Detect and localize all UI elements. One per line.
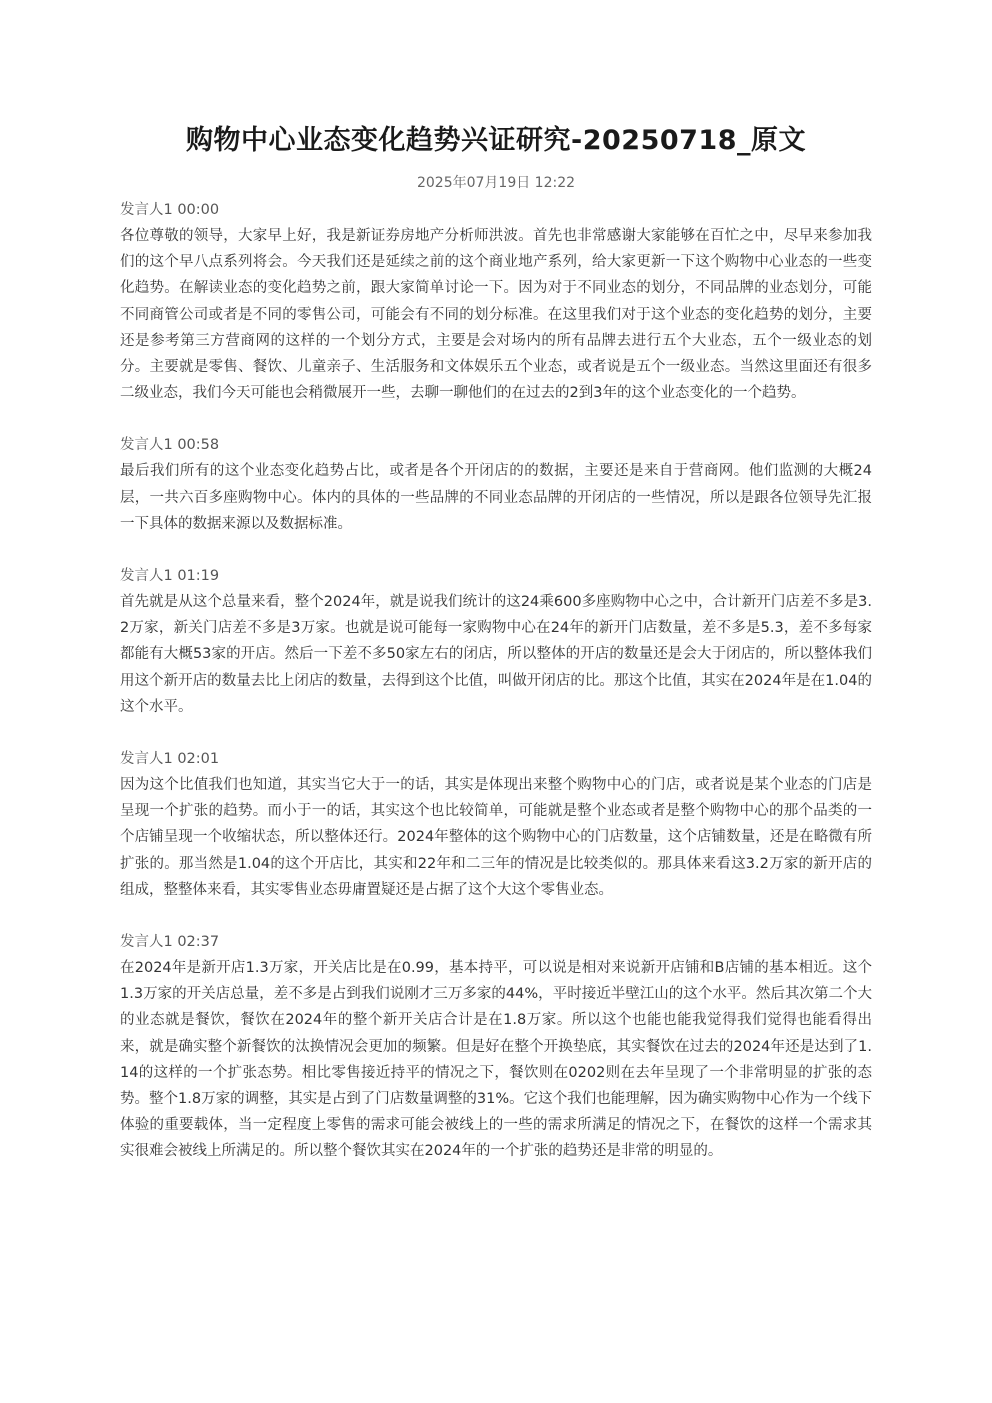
transcript-segment xyxy=(120,432,872,537)
transcript-segment xyxy=(120,563,872,720)
speaker-timestamp: 发言人1 00:58 xyxy=(120,437,220,454)
document-date: 2025年07月19日 12:22 xyxy=(416,175,576,191)
segment-text: 最后我们所有的这个业态变化趋势占比，或者是各个开闭店的的数据，主要还是来自于营商网。他们监测的大概24层，一共六百多座购物中心。体内的具体的一些品牌的不同业态品牌的开闭店的一些情况，所以是跟各位领导先汇报一下具体的数据来源以及数据标准。 xyxy=(120,463,872,532)
segment-text: 因为这个比值我们也知道，其实当它大于一的话，其实是体现出来整个购物中心的门店，或者说是某个业态的门店是呈现一个扩张的趋势。而小于一的话，其实这个也比较简单，可能就是整个业态或者是整个购物中心的那个品类的一个店铺呈现一个收缩状态，所以整体还行。2024年整体的这个购物中心的门店数量，这个店铺数量，还是在略微有所扩张的。那当然是1.04的这个开店比，其实和22年和二三年的情况是比较类似的。那具体来看这3.2万家的新开店的组成，整整体来看，其实零售业态毋庸置疑还是占据了这个大这个零售业态。 xyxy=(120,777,872,898)
speaker-timestamp: 发言人1 01:19 xyxy=(120,568,220,585)
transcript-segment xyxy=(120,197,872,406)
segment-text: 在2024年是新开店1.3万家，开关店比是在0.99，基本持平，可以说是相对来说新开店铺和B店铺的基本相近。这个1.3万家的开关店总量，差不多是占到我们说刚才三万多家的44%，平时接近半壁江山的这个水平。然后其次第二个大的业态就是餐饮，餐饮在2024年的整个新开关店合计是在1.8万家。所以这个也能也能我觉得我们觉得也能看得出来，就是确实整个新餐饮的汰换情况会更加的频繁。但是好在整个开换垫底，其实餐饮在过去的2024年还是达到了1.14的这样的一个扩张态势。相比零售接近持平的情况之下，餐饮则在0202则在去年呈现了一个非常明显的扩张的态势。整个1.8万家的调整，其实是占到了门店数量调整的31%。它这个我们也能理解，因为确实购物中心作为一个线下体验的重要载体，当一定程度上零售的需求可能会被线上的一些的需求所满足的情况之下，在餐饮的这样一个需求其实很难会被线上所满足的。所以整个餐饮其实在2024年的一个扩张的趋势还是非常的明显的。 xyxy=(120,960,872,1160)
transcript-segment xyxy=(120,929,872,1165)
segment-text: 各位尊敬的领导，大家早上好，我是新证券房地产分析师洪波。首先也非常感谢大家能够在百忙之中，尽早来参加我们的这个早八点系列将会。今天我们还是延续之前的这个商业地产系列，给大家更新一下这个购物中心业态的一些变化趋势。在解读业态的变化趋势之前，跟大家简单讨论一下。因为对于不同业态的划分，不同品牌的业态划分，可能不同商管公司或者是不同的零售公司，可能会有不同的划分标准。在这里我们对于这个业态的变化趋势的划分，主要还是参考第三方营商网的这样的一个划分方式，主要是会对场内的所有品牌去进行五个大业态，五个一级业态的划分。主要就是零售、餐饮、儿童亲子、生活服务和文体娱乐五个业态，或者说是五个一级业态。当然这里面还有很多二级业态，我们今天可能也会稍微展开一些，去聊一聊他们的在过去的2到3年的这个业态变化的一个趋势。 xyxy=(120,228,872,402)
segment-text: 首先就是从这个总量来看，整个2024年，就是说我们统计的这24乘600多座购物中心之中，合计新开门店差不多是3.2万家，新关门店差不多是3万家。也就是说可能每一家购物中心在24年的新开门店数量，差不多是5.3，差不多每家都能有大概53家的开店。然后一下差不多50家左右的闭店，所以整体的开店的数量还是会大于闭店的，所以整体我们用这个新开店的数量去比上闭店的数量，去得到这个比值，叫做开闭店的比。那这个比值，其实在2024年是在1.04的这个水平。 xyxy=(120,594,872,715)
transcript xyxy=(120,197,872,1165)
speaker-timestamp: 发言人1 02:37 xyxy=(120,934,220,951)
speaker-timestamp: 发言人1 02:01 xyxy=(120,751,220,768)
document-title: 购物中心业态变化趋势兴证研究-20250718_原文 xyxy=(186,125,806,156)
speaker-timestamp: 发言人1 00:00 xyxy=(120,202,220,218)
transcript-segment xyxy=(120,746,872,903)
